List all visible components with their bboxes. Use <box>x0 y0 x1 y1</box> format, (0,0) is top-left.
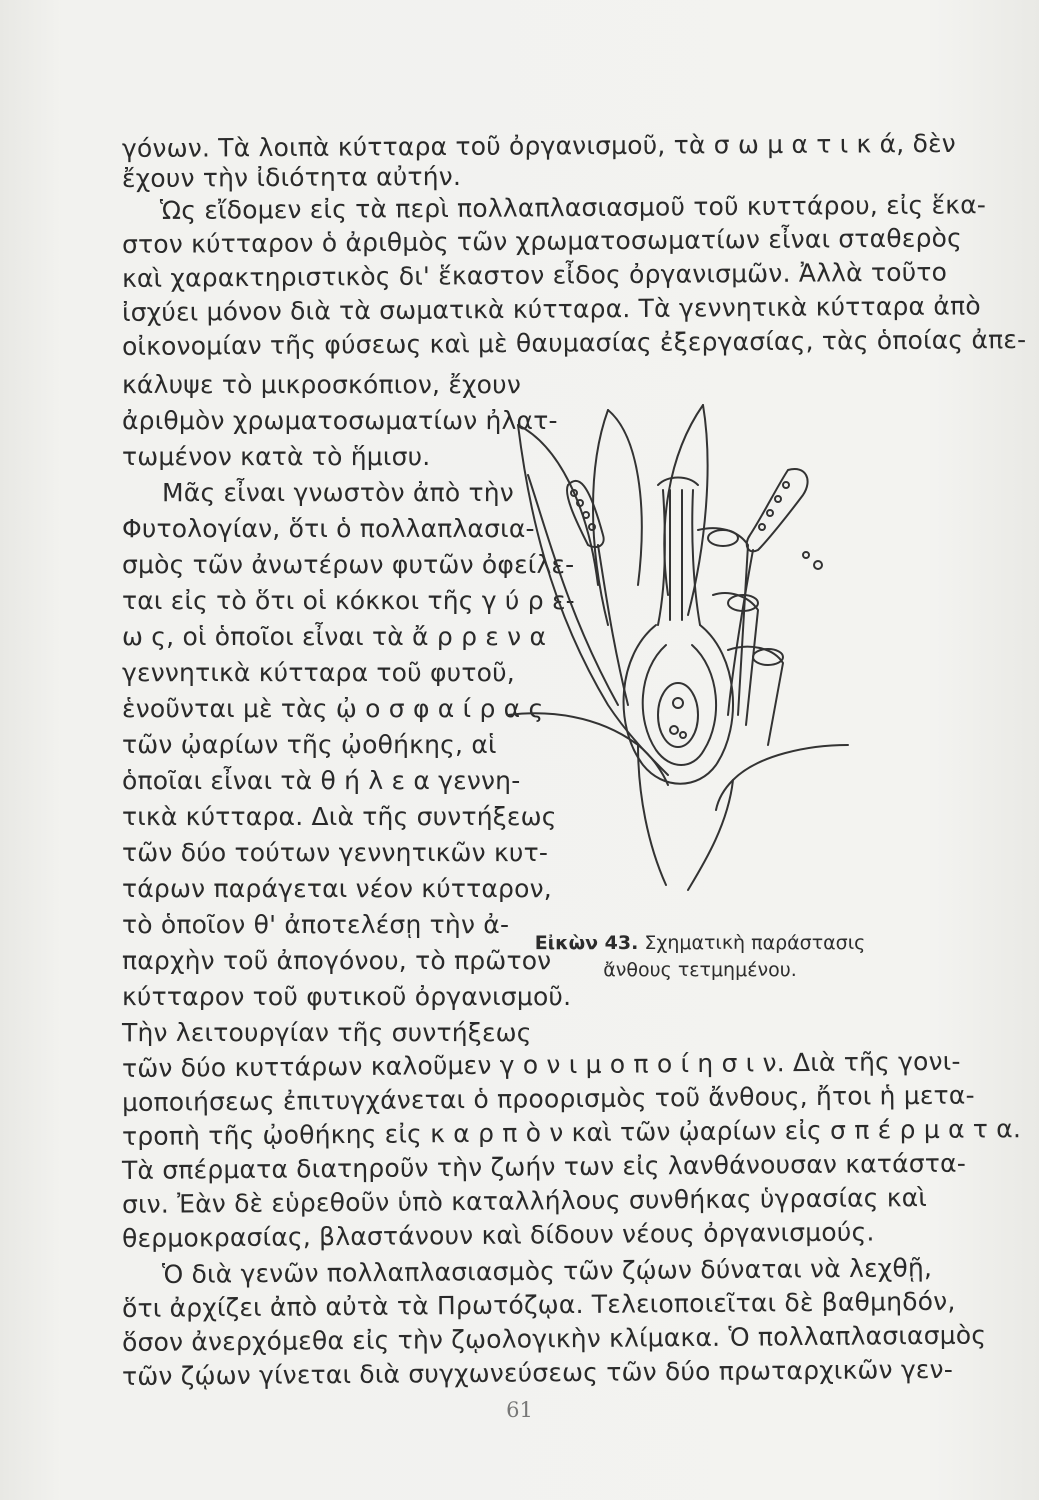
text-line: γεννητικὰ κύτταρα τοῦ φυτοῦ, <box>122 658 515 687</box>
caption-text-line2: ἄνθους τετμημένου. <box>603 959 797 981</box>
text-line: τῶν ᾠαρίων τῆς ᾠοθήκης, αἱ <box>122 730 497 759</box>
text-line: Ὡς εἴδομεν εἰς τὰ περὶ πολλαπλασιασμοῦ τοῦ κυττάρου, εἰς ἕκα- <box>159 190 987 225</box>
text-line: στον κύτταρον ὁ ἀριθμὸς τῶν χρωματοσωματίων εἶναι σταθερὸς <box>121 223 963 259</box>
flower-section-illustration <box>488 385 868 905</box>
text-line: ὅσον ἀνερχόμεθα εἰς τὴν ζῳολογικὴν κλίμακα. Ὁ πολλαπλασιασμὸς <box>121 1320 987 1357</box>
text-line: τὸ ὁποῖον θ' ἀποτελέσῃ τὴν ἀ- <box>122 910 510 939</box>
text-line: τροπὴ τῆς ᾠοθήκης εἰς κ α ρ π ὸ ν καὶ τῶν ᾠαρίων εἰς σ π έ ρ μ α τ α. <box>121 1114 1022 1151</box>
text-line: τωμένον κατὰ τὸ ἥμισυ. <box>122 442 431 471</box>
text-line: τικὰ κύτταρα. Διὰ τῆς συντήξεως <box>122 802 557 831</box>
text-line: σιν. Ἐὰν δὲ εὑρεθοῦν ὑπὸ καταλλήλους συνθήκας ὑγρασίας καὶ <box>121 1182 928 1219</box>
text-line: Τὰ σπέρματα διατηροῦν τὴν ζωήν των εἰς λανθάνουσαν κατάστα- <box>121 1148 967 1185</box>
text-line: τῶν δύο τούτων γεννητικῶν κυτ- <box>122 838 549 867</box>
text-line: μοποιήσεως ἐπιτυγχάνεται ὁ προορισμὸς τοῦ ἄνθους, ἤτοι ἡ μετα- <box>121 1080 975 1117</box>
text-line: ἰσχύει μόνον διὰ τὰ σωματικὰ κύτταρα. Τὰ γεννητικὰ κύτταρα ἀπὸ <box>121 291 981 327</box>
page-number: 61 <box>506 1398 533 1422</box>
text-line: οἰκονομίαν τῆς φύσεως καὶ μὲ θαυμασίας ἐξεργασίας, τὰς ὁποίας ἀπε- <box>121 324 1027 361</box>
text-line: ω ς, οἱ ὁποῖοι εἶναι τὰ ἄ ρ ρ ε ν α <box>122 622 547 651</box>
caption-text: Σχηματικὴ παράστασις <box>644 932 866 954</box>
text-line: τῶν δύο κυττάρων καλοῦμεν γ ο ν ι μ ο π ο ί η σ ι ν. Διὰ τῆς γονι- <box>121 1046 961 1083</box>
text-line: θερμοκρασίας, βλαστάνουν καὶ δίδουν νέους ὀργανισμούς. <box>121 1217 875 1253</box>
text-line: κάλυψε τὸ μικροσκόπιον, ἔχουν <box>122 370 522 399</box>
text-line: γόνων. Τὰ λοιπὰ κύτταρα τοῦ ὀργανισμοῦ, τὰ σ ω μ α τ ι κ ά, δὲν <box>121 128 957 163</box>
text-line: ται εἰς τὸ ὅτι οἱ κόκκοι τῆς γ ύ ρ ε- <box>122 586 575 615</box>
text-line: καὶ χαρακτηριστικὸς δι' ἕκαστον εἶδος ὀργανισμῶν. Ἀλλὰ τοῦτο <box>121 257 948 293</box>
caption-label: Εἰκὼν 43. <box>534 932 639 954</box>
text-line: τάρων παράγεται νέον κύτταρον, <box>122 874 552 903</box>
text-line: σμὸς τῶν ἀνωτέρων φυτῶν ὀφείλε- <box>122 550 575 579</box>
text-line: ἀριθμὸν χρωματοσωματίων ἠλατ- <box>122 406 558 435</box>
text-line: ἔχουν τὴν ἰδιότητα αὐτήν. <box>121 161 462 193</box>
figure-caption <box>520 930 880 984</box>
text-line: Μᾶς εἶναι γνωστὸν ἀπὸ τὴν <box>162 478 514 507</box>
text-line: Φυτολογίαν, ὅτι ὁ πολλαπλασια- <box>122 514 535 543</box>
text-line: Ὁ διὰ γενῶν πολλαπλασιασμὸς τῶν ζῴων δύναται νὰ λεχθῇ, <box>161 1253 933 1289</box>
text-line: τῶν ζῴων γίνεται διὰ συγχωνεύσεως τῶν δύο πρωταρχικῶν γεν- <box>121 1354 954 1391</box>
text-line: Τὴν λειτουργίαν τῆς συντήξεως <box>122 1018 532 1047</box>
text-line: κύτταρον τοῦ φυτικοῦ ὀργανισμοῦ. <box>122 982 572 1011</box>
text-line: ὅτι ἀρχίζει ἀπὸ αὐτὰ τὰ Πρωτόζῳα. Τελειοποιεῖται δὲ βαθμηδόν, <box>121 1286 956 1323</box>
text-line: παρχὴν τοῦ ἀπογόνου, τὸ πρῶτον <box>122 946 552 975</box>
text-line: ἑνοῦνται μὲ τὰς ᾠ ο σ φ α ί ρ α ς <box>122 694 544 723</box>
text-line: ὁποῖαι εἶναι τὰ θ ή λ ε α γεννη- <box>122 766 521 795</box>
